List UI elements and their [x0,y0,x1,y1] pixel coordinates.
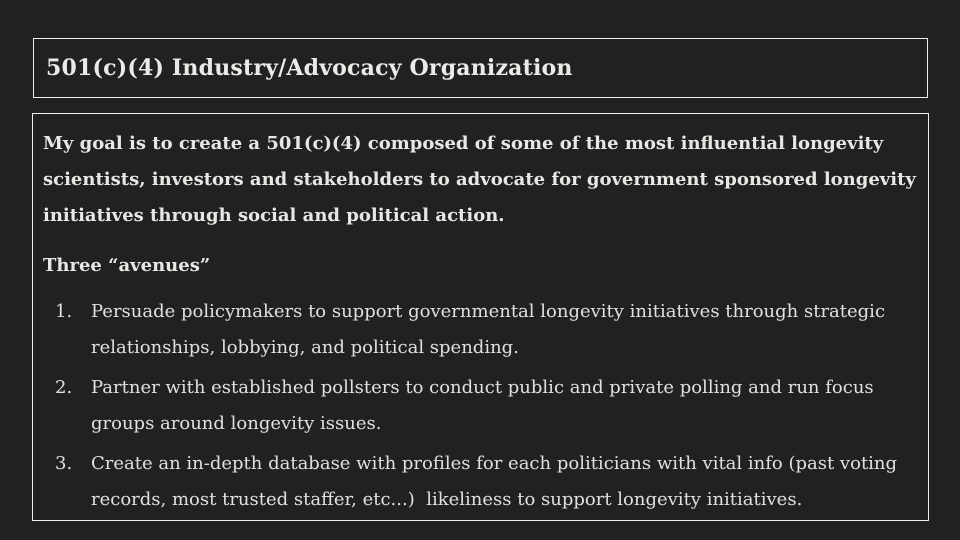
avenues-list [43,294,918,518]
list-item [55,370,918,442]
list-item-text: Persuade policymakers to support governmental longevity initiatives through strategic relationships, lobbying, and political spending. [91,301,891,358]
list-item-number: 1. [55,301,73,322]
list-item-number: 3. [55,453,73,474]
list-item [55,446,918,518]
list-item-number: 2. [55,377,73,398]
avenues-subheading: Three “avenues” [43,255,211,276]
slide-title-box [33,38,928,98]
list-item-text: Create an in-depth database with profiles for each politicians with vital info (past voting records, most trusted staffer, etc...) likeliness to support longevity initiatives. [91,453,903,510]
slide-body-box [32,113,929,521]
slide-title: 501(c)(4) Industry/Advocacy Organization [46,55,573,81]
list-item [55,294,918,366]
list-item-text: Partner with established pollsters to conduct public and private polling and run focus groups around longevity issues. [91,377,880,434]
goal-paragraph: My goal is to create a 501(c)(4) composed of some of the most influential longevity scientists, investors and stakeholders to advocate for government sponsored longevity initiatives through social and political action. [43,133,923,226]
